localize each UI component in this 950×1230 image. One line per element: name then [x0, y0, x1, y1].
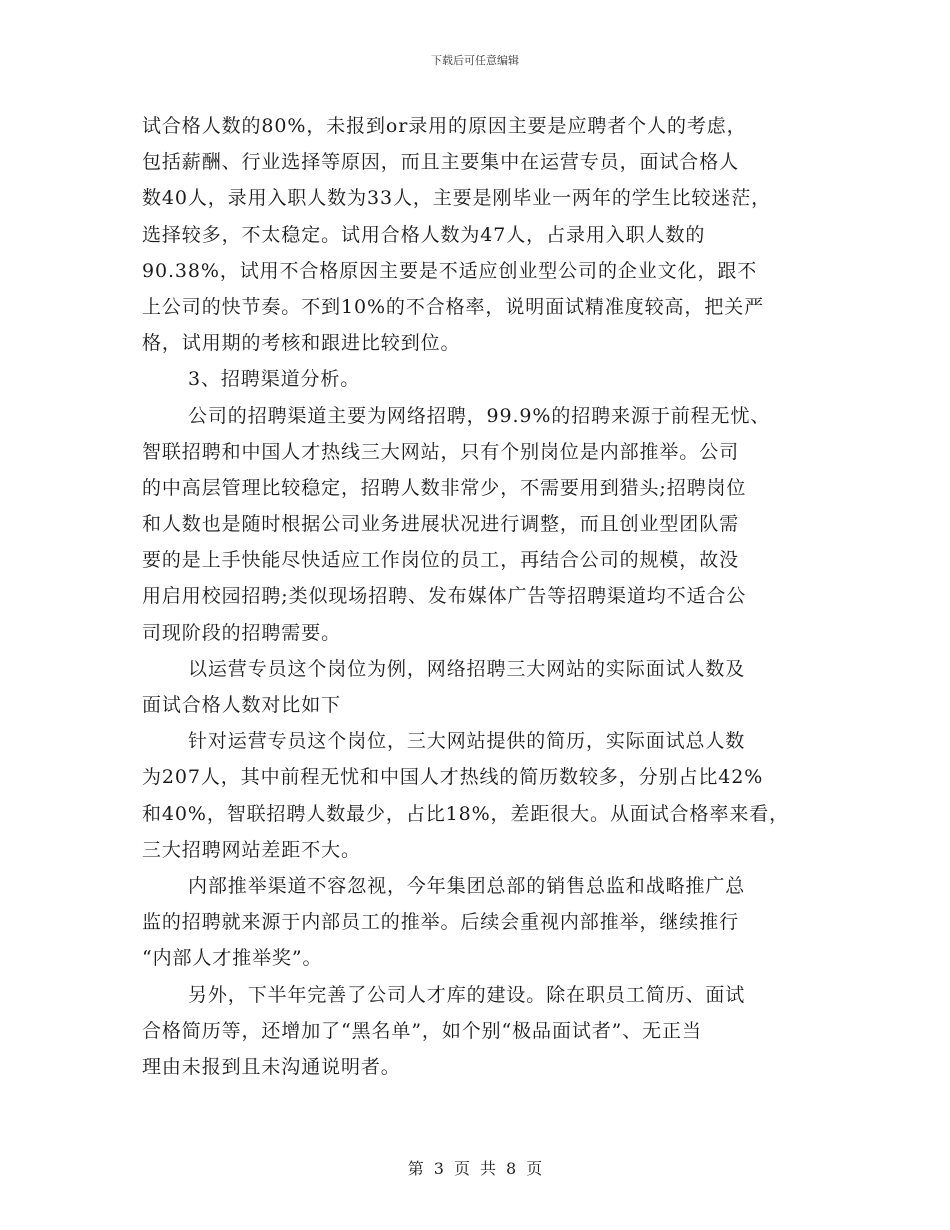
text-line: 要的是上手快能尽快适应工作岗位的员工，再结合公司的规模，故没 [142, 549, 740, 572]
footer-page-suffix: 页 [526, 1159, 543, 1178]
document-body [142, 108, 832, 1085]
text-line: 公司的招聘渠道主要为网络招聘，99.9%的招聘来源于前程无忧、 [188, 404, 771, 427]
text-line: 针对运营专员这个岗位，三大网站提供的简历，实际面试总人数 [188, 730, 746, 753]
page-header: 下载后可任意编辑 [431, 54, 519, 67]
text-line: 监的招聘就来源于内部员工的推举。后续会重视内部推举，继续推行 [142, 911, 740, 934]
text-line: 数40人，录用入职人数为33人，主要是刚毕业一两年的学生比较迷茫， [142, 187, 772, 210]
text-line: 上公司的快节奏。不到10%的不合格率，说明面试精准度较高，把关严 [142, 295, 765, 318]
text-line: 3、招聘渠道分析。 [188, 368, 361, 391]
text-line: 以运营专员这个岗位为例，网络招聘三大网站的实际面试人数及 [188, 657, 746, 680]
text-line: 司现阶段的招聘需要。 [142, 621, 342, 644]
text-line: 选择较多，不太稳定。试用合格人数为47人，占录用入职人数的 [142, 223, 706, 246]
footer-total-prefix: 共 [480, 1159, 497, 1178]
page-footer [0, 1156, 950, 1179]
text-line: 面试合格人数对比如下 [142, 694, 342, 716]
text-line: 90.38%，试用不合格原因主要是不适应创业型公司的企业文化，跟不 [142, 259, 758, 282]
footer-total-pages: 8 [506, 1159, 517, 1178]
text-line: 的中高层管理比较稳定，招聘人数非常少，不需要用到猎头;招聘岗位 [142, 476, 747, 499]
text-line: 为207人，其中前程无忧和中国人才热线的简历数较多，分别占比42% [142, 766, 764, 789]
text-line: 和人数也是随时根据公司业务进展状况进行调整，而且创业型团队需 [142, 513, 740, 536]
text-line: 内部推举渠道不容忽视，今年集团总部的销售总监和战略推广总 [188, 874, 746, 897]
text-line: 智联招聘和中国人才热线三大网站，只有个别岗位是内部推举。公司 [142, 440, 740, 463]
footer-page-prefix: 第 [407, 1159, 424, 1178]
text-line: 试合格人数的80%，未报到or录用的原因主要是应聘者个人的考虑， [142, 115, 747, 137]
footer-page-word: 页 [453, 1159, 470, 1178]
text-line: 格，试用期的考核和跟进比较到位。 [142, 332, 461, 355]
footer-current-page: 3 [433, 1159, 444, 1178]
text-line: 三大招聘网站差距不大。 [142, 838, 361, 861]
text-line: 用启用校园招聘;类似现场招聘、发布媒体广告等招聘渠道均不适合公 [142, 585, 747, 608]
text-line: 包括薪酬、行业选择等原因，而且主要集中在运营专员，面试合格人 [142, 151, 740, 174]
text-line: “内部人才推举奖”。 [142, 947, 323, 970]
text-line: 另外，下半年完善了公司人才库的建设。除在职员工简历、面试 [188, 983, 746, 1006]
text-line: 和40%，智联招聘人数最少，占比18%，差距很大。从面试合格率来看， [142, 802, 790, 825]
text-line: 理由未报到且未沟通说明者。 [142, 1055, 401, 1078]
text-line: 合格简历等，还增加了“黑名单”，如个别“极品面试者”、无正当 [142, 1019, 702, 1042]
